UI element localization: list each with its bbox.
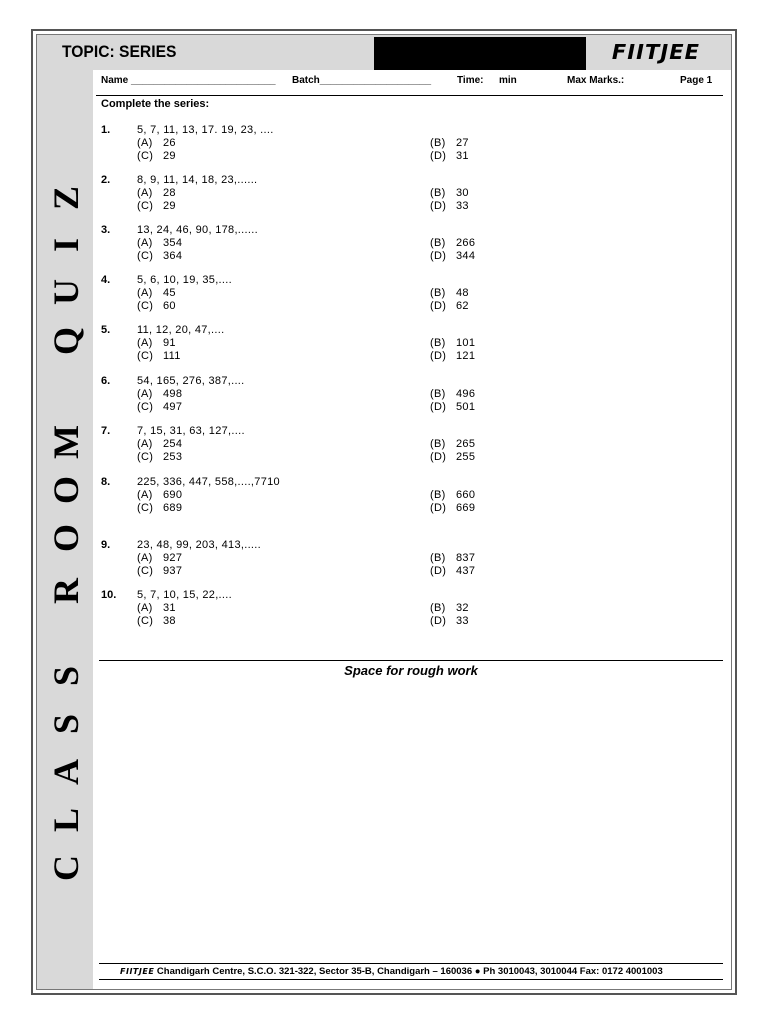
- sidebar-letter: Q: [46, 327, 86, 356]
- footer: [120, 966, 663, 977]
- option-value: 38: [163, 614, 176, 627]
- option-label: (C): [137, 149, 154, 162]
- option-value: 498: [163, 388, 183, 400]
- option-value: 501: [456, 400, 476, 413]
- option-value: 344: [456, 249, 476, 262]
- option-label: (B): [430, 337, 446, 349]
- option-value: 91: [163, 337, 176, 349]
- question-stem: 13, 24, 46, 90, 178,......: [137, 224, 258, 236]
- sidebar-letter: S: [46, 665, 86, 687]
- option-label: (C): [137, 349, 154, 362]
- option-value: 31: [456, 149, 469, 162]
- sidebar-letter: O: [46, 524, 86, 553]
- footer-top-rule: [99, 963, 723, 964]
- option-c: [137, 451, 182, 464]
- option-a: [137, 187, 176, 200]
- footer-address: Chandigarh Centre, S.C.O. 321-322, Sector 35-B, Chandigarh – 160036 ● Ph 3010043, 3010044 Fax: 0172 4001003: [156, 966, 663, 977]
- question-stem: 5, 6, 10, 19, 35,....: [137, 274, 232, 286]
- option-value: 62: [456, 299, 469, 312]
- option-value: 29: [163, 149, 176, 162]
- option-value: 266: [456, 237, 476, 249]
- option-c: [137, 200, 176, 213]
- option-d: [430, 451, 475, 464]
- footer-logo: FIITJEE: [120, 967, 155, 976]
- option-value: 101: [456, 337, 476, 349]
- question-number: 2.: [101, 174, 111, 186]
- option-label: (D): [430, 199, 447, 212]
- question-number: 3.: [101, 224, 111, 236]
- option-label: (C): [137, 299, 154, 312]
- option-label: (C): [137, 614, 154, 627]
- question-number: 9.: [101, 539, 111, 551]
- fiitjee-logo: FIITJEE: [611, 40, 701, 64]
- option-label: (A): [137, 237, 153, 249]
- sidebar-letter: Z: [46, 186, 86, 211]
- sidebar-letter: U: [46, 279, 86, 305]
- option-label: (C): [137, 199, 154, 212]
- option-label: (A): [137, 602, 153, 614]
- option-label: (A): [137, 388, 153, 400]
- topic-title: TOPIC: SERIES: [62, 42, 177, 61]
- sidebar-letter: M: [46, 425, 86, 459]
- option-value: 31: [163, 602, 176, 614]
- option-c: [137, 150, 176, 163]
- option-label: (B): [430, 187, 446, 199]
- option-value: 689: [163, 501, 183, 514]
- meta-divider: [96, 95, 723, 96]
- option-c: [137, 350, 181, 363]
- option-label: (B): [430, 287, 446, 299]
- option-value: 937: [163, 564, 183, 577]
- option-b: [430, 187, 469, 200]
- option-a: [137, 602, 176, 615]
- option-label: (A): [137, 287, 153, 299]
- option-value: 28: [163, 187, 176, 199]
- question-stem: 5, 7, 10, 15, 22,....: [137, 589, 232, 601]
- option-d: [430, 300, 469, 313]
- option-d: [430, 615, 469, 628]
- rough-work-label: Space for rough work: [344, 663, 478, 678]
- option-b: [430, 602, 469, 615]
- option-label: (A): [137, 489, 153, 501]
- option-label: (C): [137, 249, 154, 262]
- option-label: (B): [430, 137, 446, 149]
- option-b: [430, 552, 475, 565]
- time-unit: min: [499, 75, 517, 86]
- option-c: [137, 615, 176, 628]
- question-number: 4.: [101, 274, 111, 286]
- page-number: Page 1: [680, 75, 713, 86]
- option-label: (B): [430, 237, 446, 249]
- option-value: 45: [163, 287, 176, 299]
- option-label: (A): [137, 137, 153, 149]
- option-value: 111: [163, 349, 181, 362]
- option-c: [137, 502, 182, 515]
- option-a: [137, 552, 182, 565]
- option-b: [430, 287, 469, 300]
- option-label: (D): [430, 249, 447, 262]
- option-label: (D): [430, 564, 447, 577]
- option-value: 27: [456, 137, 469, 149]
- sidebar-letter: A: [46, 759, 86, 785]
- option-value: 364: [163, 249, 183, 262]
- option-value: 48: [456, 287, 469, 299]
- question-stem: 23, 48, 99, 203, 413,.....: [137, 539, 261, 551]
- option-d: [430, 200, 469, 213]
- option-label: (A): [137, 552, 153, 564]
- time-label: Time:: [457, 75, 484, 86]
- question-stem: 7, 15, 31, 63, 127,....: [137, 425, 245, 437]
- option-label: (A): [137, 438, 153, 450]
- option-b: [430, 137, 469, 150]
- option-value: 26: [163, 137, 176, 149]
- option-value: 30: [456, 187, 469, 199]
- name-field-label: Name __________________________: [101, 75, 276, 86]
- question-stem: 11, 12, 20, 47,....: [137, 324, 225, 336]
- option-label: (B): [430, 552, 446, 564]
- question-number: 8.: [101, 476, 111, 488]
- option-label: (A): [137, 187, 153, 199]
- option-label: (D): [430, 501, 447, 514]
- option-b: [430, 438, 475, 451]
- option-value: 354: [163, 237, 183, 249]
- option-label: (C): [137, 450, 154, 463]
- sidebar-letter: C: [46, 855, 86, 881]
- option-c: [137, 401, 182, 414]
- option-value: 29: [163, 199, 176, 212]
- question-number: 10.: [101, 589, 117, 601]
- option-b: [430, 489, 475, 502]
- option-b: [430, 337, 475, 350]
- option-value: 660: [456, 489, 476, 501]
- option-d: [430, 502, 475, 515]
- option-d: [430, 150, 469, 163]
- question-stem: 54, 165, 276, 387,....: [137, 375, 245, 387]
- option-d: [430, 565, 475, 578]
- sidebar-letter: L: [46, 808, 86, 833]
- option-label: (D): [430, 149, 447, 162]
- sidebar-letter: S: [46, 713, 86, 735]
- option-value: 690: [163, 489, 183, 501]
- instructions: Complete the series:: [101, 98, 210, 110]
- option-value: 837: [456, 552, 476, 564]
- option-value: 497: [163, 400, 183, 413]
- option-label: (C): [137, 564, 154, 577]
- batch-field-label: Batch____________________: [292, 75, 432, 86]
- question-stem: 8, 9, 11, 14, 18, 23,......: [137, 174, 258, 186]
- option-d: [430, 350, 475, 363]
- option-value: 437: [456, 564, 476, 577]
- option-value: 927: [163, 552, 183, 564]
- question-stem: 225, 336, 447, 558,....,7710: [137, 476, 280, 488]
- question-number: 7.: [101, 425, 111, 437]
- question-number: 1.: [101, 124, 111, 136]
- option-value: 254: [163, 438, 183, 450]
- option-a: [137, 489, 182, 502]
- option-value: 121: [456, 349, 476, 362]
- option-a: [137, 438, 182, 451]
- option-a: [137, 388, 182, 401]
- option-value: 265: [456, 438, 476, 450]
- option-label: (D): [430, 400, 447, 413]
- option-label: (C): [137, 400, 154, 413]
- option-label: (D): [430, 349, 447, 362]
- option-b: [430, 237, 475, 250]
- option-value: 60: [163, 299, 176, 312]
- option-c: [137, 565, 182, 578]
- option-value: 33: [456, 614, 469, 627]
- option-label: (D): [430, 299, 447, 312]
- sidebar-letter: O: [46, 476, 86, 505]
- option-value: 669: [456, 501, 476, 514]
- sidebar-letter: R: [46, 578, 86, 604]
- question-stem: 5, 7, 11, 13, 17. 19, 23, ....: [137, 124, 274, 136]
- option-value: 253: [163, 450, 183, 463]
- option-label: (A): [137, 337, 153, 349]
- option-label: (B): [430, 489, 446, 501]
- option-c: [137, 250, 182, 263]
- option-a: [137, 337, 176, 350]
- option-a: [137, 237, 182, 250]
- option-d: [430, 401, 475, 414]
- option-b: [430, 388, 475, 401]
- sidebar-letter: I: [46, 238, 86, 253]
- class-room-quiz-vertical-title: [46, 176, 86, 881]
- option-value: 255: [456, 450, 476, 463]
- max-marks-label: Max Marks.:: [567, 75, 625, 86]
- option-value: 32: [456, 602, 469, 614]
- option-label: (B): [430, 388, 446, 400]
- option-c: [137, 300, 176, 313]
- option-d: [430, 250, 475, 263]
- option-label: (D): [430, 450, 447, 463]
- option-label: (D): [430, 614, 447, 627]
- option-a: [137, 287, 176, 300]
- option-value: 496: [456, 388, 476, 400]
- option-label: (B): [430, 602, 446, 614]
- option-a: [137, 137, 176, 150]
- question-number: 5.: [101, 324, 111, 336]
- footer-bottom-rule: [99, 979, 723, 980]
- option-label: (C): [137, 501, 154, 514]
- option-label: (B): [430, 438, 446, 450]
- option-value: 33: [456, 199, 469, 212]
- rough-work-divider: [99, 660, 723, 661]
- redacted-box: [374, 37, 586, 70]
- question-number: 6.: [101, 375, 111, 387]
